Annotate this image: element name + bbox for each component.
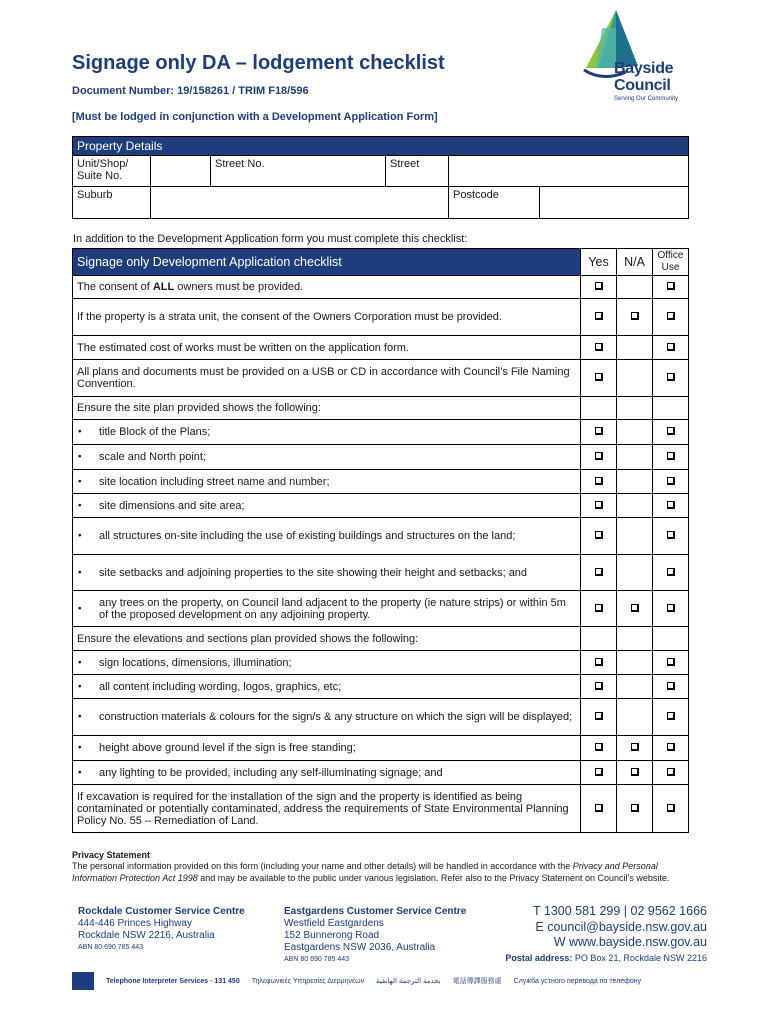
property-details-table [72,136,689,219]
excavation-row: If excavation is required for the installation of the sign and the property is identified as being contaminated or potentially contaminated, address the requirements of State Environmental Planning Policy No. 55 – Remediation of Land. [73,785,581,833]
yes-checkbox[interactable] [595,743,603,751]
page-title: Signage only DA – lodgement checklist [72,52,445,74]
street-no-label: Street No. [211,156,386,187]
postal-address: Postal address: PO Box 21, Rockdale NSW 2216 [505,952,707,963]
lodgement-note: [Must be lodged in conjunction with a Development Application Form] [72,111,438,123]
na-column-header: N/A [617,249,653,276]
yes-checkbox[interactable] [595,501,603,509]
logo-name-line2: Council [614,77,671,94]
office-checkbox[interactable] [667,682,675,690]
postcode-label: Postcode [449,187,540,219]
site-plan-intro: Ensure the site plan provided shows the following: [73,397,581,420]
na-checkbox[interactable] [631,312,639,320]
office-checkbox[interactable] [667,501,675,509]
elevation-item: • sign locations, dimensions, illumination; [73,651,581,675]
yes-checkbox[interactable] [595,343,603,351]
na-checkbox[interactable] [631,804,639,812]
site-plan-item: • site dimensions and site area; [73,494,581,518]
na-checkbox[interactable] [631,743,639,751]
na-checkbox[interactable] [631,768,639,776]
yes-checkbox[interactable] [595,477,603,485]
suburb-field[interactable] [151,187,449,219]
interpreter-icon [72,972,94,990]
office-checkbox[interactable] [667,312,675,320]
checklist-row: If the property is a strata unit, the consent of the Owners Corporation must be provided. [73,299,581,336]
document-number: Document Number: 19/158261 / TRIM F18/596 [72,85,309,97]
yes-checkbox[interactable] [595,531,603,539]
street-field[interactable] [449,156,689,187]
elevation-item: • any lighting to be provided, including any self-illuminating signage; and [73,761,581,785]
property-details-header: Property Details [73,137,689,156]
yes-checkbox[interactable] [595,682,603,690]
checklist-row: The consent of ALL owners must be provided. [73,276,581,299]
yes-checkbox[interactable] [595,604,603,612]
office-checkbox[interactable] [667,531,675,539]
yes-checkbox[interactable] [595,452,603,460]
street-label: Street [386,156,449,187]
site-plan-item: • any trees on the property, on Council land adjacent to the property (ie nature strips) or within 5m of the proposed development on any adjoining property. [73,591,581,627]
office-checkbox[interactable] [667,477,675,485]
council-contact-details [497,904,707,966]
site-plan-item: • scale and North point; [73,445,581,470]
rockdale-centre: Rockdale Customer Service Centre 444-446 Princes Highway Rockdale NSW 2216, Australia ABN 80 690 785 443 [78,906,245,951]
unit-field[interactable] [151,156,211,187]
eastgardens-centre: Eastgardens Customer Service Centre Westfield Eastgardens 152 Bunnerong Road Eastgardens NSW 2036, Australia ABN 80 690 785 443 [284,906,467,963]
yes-checkbox[interactable] [595,312,603,320]
checklist-table [72,248,689,833]
phone-numbers: T 1300 581 299 | 02 9562 1666 [532,904,707,918]
postcode-field[interactable] [540,187,689,219]
elevation-item: • height above ground level if the sign is free standing; [73,736,581,761]
checklist-row: The estimated cost of works must be written on the application form. [73,336,581,360]
yes-checkbox[interactable] [595,712,603,720]
office-checkbox[interactable] [667,804,675,812]
privacy-text: The personal information provided on this form (including your name and other details) will be handled in accordance with the Privacy and Personal Information Protection Act 1998 and may be available to the public under various legislation. Refer also to the Privacy Statement on Council’s website. [72,861,670,883]
yes-column-header: Yes [581,249,617,276]
email-link[interactable]: E council@bayside.nsw.gov.au [535,919,707,934]
office-checkbox[interactable] [667,282,675,290]
site-plan-item: • all structures on-site including the use of existing buildings and structures on the land; [73,518,581,555]
elevation-item: • construction materials & colours for the sign/s & any structure on which the sign will be displayed; [73,699,581,736]
site-plan-item: • site setbacks and adjoining properties to the site showing their height and setbacks; and [73,555,581,591]
interpreter-footer: Telephone Interpreter Services - 131 450 Τηλεφωνικές Υπηρεσίες Διερμηνέων بخدمة الترجمة الهاتفية 電話傳譯服務處 Служба устного перевода по телефону [72,968,712,994]
office-checkbox[interactable] [667,568,675,576]
unit-label: Unit/Shop/ Suite No. [73,156,151,187]
office-checkbox[interactable] [667,743,675,751]
yes-checkbox[interactable] [595,568,603,576]
office-checkbox[interactable] [667,427,675,435]
yes-checkbox[interactable] [595,427,603,435]
office-use-column-header: Office Use [653,249,689,276]
office-checkbox[interactable] [667,604,675,612]
office-checkbox[interactable] [667,373,675,381]
office-checkbox[interactable] [667,768,675,776]
website-link[interactable]: W www.bayside.nsw.gov.au [553,935,707,949]
logo-name-line1: Bayside [614,60,674,77]
site-plan-item: • site location including street name and number; [73,470,581,494]
suburb-label: Suburb [73,187,151,219]
checklist-row: All plans and documents must be provided on a USB or CD in accordance with Council’s File Naming Convention. [73,360,581,397]
yes-checkbox[interactable] [595,768,603,776]
na-checkbox[interactable] [631,604,639,612]
yes-checkbox[interactable] [595,804,603,812]
office-checkbox[interactable] [667,658,675,666]
yes-checkbox[interactable] [595,373,603,381]
yes-checkbox[interactable] [595,282,603,290]
privacy-title: Privacy Statement [72,850,151,860]
site-plan-item: • title Block of the Plans; [73,420,581,445]
logo-tagline: Serving Our Community [614,96,679,102]
checklist-header: Signage only Development Application checklist [73,249,581,276]
elevation-item: • all content including wording, logos, graphics, etc; [73,675,581,699]
yes-checkbox[interactable] [595,658,603,666]
checklist-intro: In addition to the Development Application form you must complete this checklist: [73,233,468,245]
elevations-intro: Ensure the elevations and sections plan provided shows the following: [73,627,581,651]
office-checkbox[interactable] [667,712,675,720]
office-checkbox[interactable] [667,343,675,351]
office-checkbox[interactable] [667,452,675,460]
